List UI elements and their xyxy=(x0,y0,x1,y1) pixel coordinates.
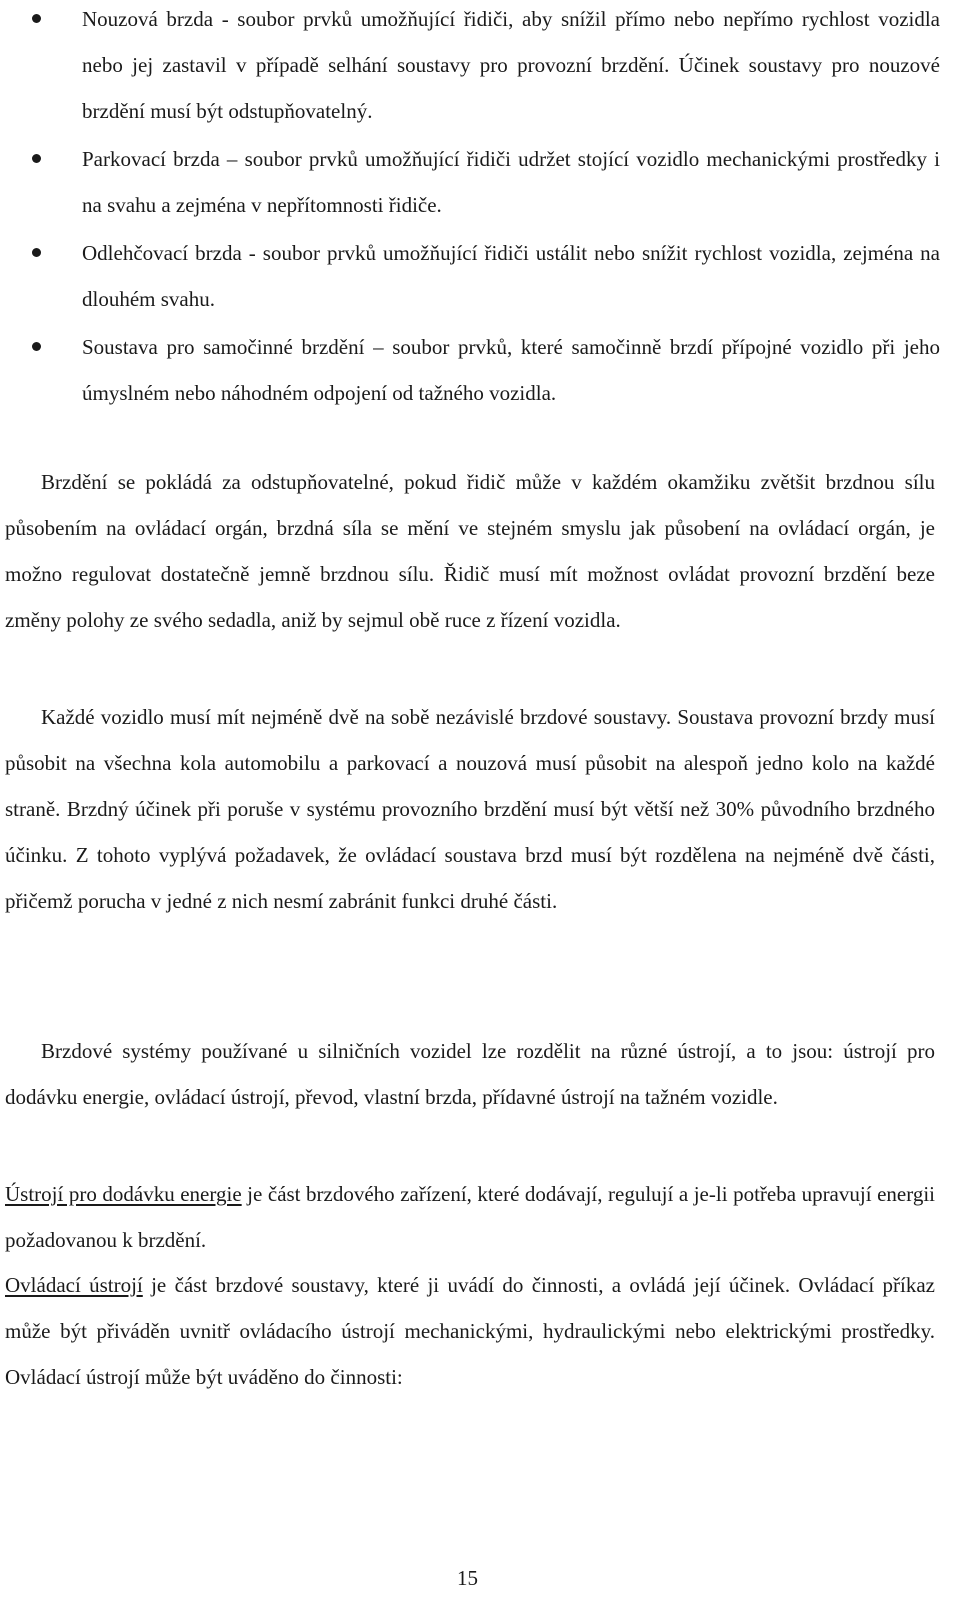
list-item xyxy=(82,230,940,322)
list-item-text: Odlehčovací brzda - soubor prvků umožňující řidiči ustálit nebo snížit rychlost vozidla, zejména na dlouhém svahu. xyxy=(82,241,940,311)
bullet-icon xyxy=(32,248,41,257)
paragraph-energy-supply xyxy=(5,1171,935,1263)
term-energy-supply: Ústrojí pro dodávku energie xyxy=(5,1182,242,1206)
list-item-text: Nouzová brzda - soubor prvků umožňující řidiči, aby snížil přímo nebo nepřímo rychlost vozidla nebo jej zastavil v případě selhání soustavy pro provozní brzdění. Účinek soustavy pro nouzové brzdění musí být odstupňovatelný. xyxy=(82,7,940,123)
paragraph-brake-systems-requirement: Každé vozidlo musí mít nejméně dvě na sobě nezávislé brzdové soustavy. Soustava provozní brzdy musí působit na všechna kola automobilu a parkovací a nouzová musí působit na alespoň jedno kolo na každé straně. Brzdný účinek při poruše v systému provozního brzdění musí být větší než 30% původního brzdného účinku. Z tohoto vyplývá požadavek, že ovládací soustava brzd musí být rozdělena na nejméně dvě části, přičemž porucha v jedné z nich nesmí zabránit funkci druhé části. xyxy=(5,705,935,913)
paragraph-brake-system-parts: Brzdové systémy používané u silničních vozidel lze rozdělit na různé ústrojí, a to jsou: ústrojí pro dodávku energie, ovládací ústrojí, převod, vlastní brzda, přídavné ústrojí na tažném vozidle. xyxy=(5,1039,935,1109)
list-item-text: Parkovací brzda – soubor prvků umožňující řidiči udržet stojící vozidlo mechanickými prostředky i na svahu a zejména v nepřítomnosti řidiče. xyxy=(82,147,940,217)
bullet-icon xyxy=(32,154,41,163)
bullet-icon xyxy=(32,14,41,23)
paragraph-gradual-braking: Brzdění se pokládá za odstupňovatelné, pokud řidič může v každém okamžiku zvětšit brzdnou sílu působením na ovládací orgán, brzdná síla se mění ve stejném smyslu jak působení na ovládací orgán, je možno regulovat dostatečně jemně brzdnou sílu. Řidič musí mít možnost ovládat provozní brzdění beze změny polohy ze svého sedadla, aniž by sejmul obě ruce z řízení vozidla. xyxy=(5,470,935,632)
list-item xyxy=(82,136,940,228)
page-number: 15 xyxy=(457,1566,478,1590)
list-item xyxy=(82,324,940,416)
definition-energy-supply: je část brzdového zařízení, které dodávají, regulují a je-li potřeba upravují energii požadovanou k brzdění. xyxy=(5,1182,936,1252)
brake-types-list xyxy=(82,0,940,418)
term-control-device: Ovládací ústrojí xyxy=(5,1273,143,1297)
list-item-text: Soustava pro samočinné brzdění – soubor prvků, které samočinně brzdí přípojné vozidlo při jeho úmyslném nebo náhodném odpojení od tažného vozidla. xyxy=(82,335,940,405)
bullet-icon xyxy=(32,342,41,351)
definition-control-device: je část brzdové soustavy, které ji uvádí do činnosti, a ovládá její účinek. Ovládací příkaz může být přiváděn uvnitř ovládacího ústrojí mechanickými, hydraulickými nebo elektrickými prostředky. Ovládací ústrojí může být uváděno do činnosti: xyxy=(5,1273,935,1389)
list-item xyxy=(82,0,940,134)
paragraph-control-device xyxy=(5,1262,935,1400)
